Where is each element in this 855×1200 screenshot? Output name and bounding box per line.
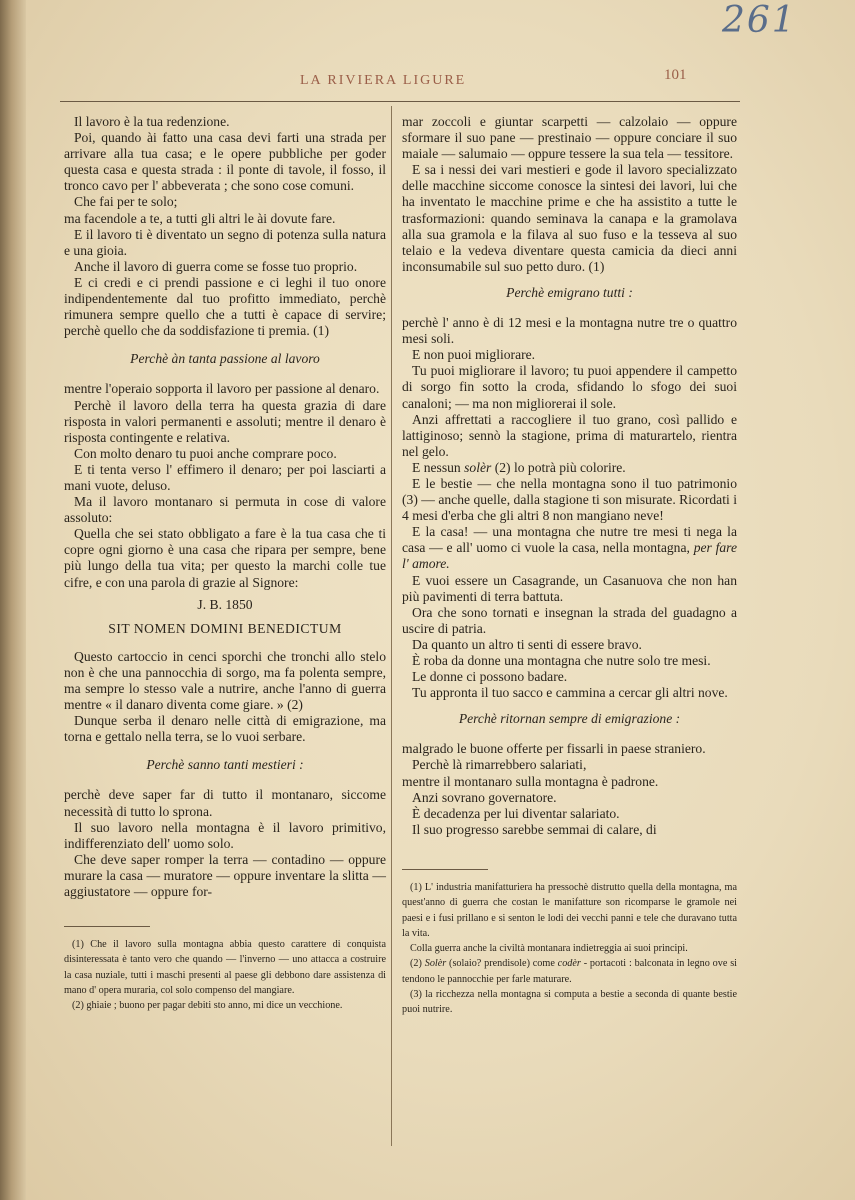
paragraph: E il lavoro ti è diventato un segno di potenza sulla natura e una gioia.: [64, 226, 386, 258]
inscription-motto: SIT NOMEN DOMINI BENEDICTUM: [108, 620, 342, 636]
section-heading: Perchè ritornan sempre di emigrazione :: [458, 711, 681, 727]
paragraph: E vuoi essere un Casagrande, un Casanuova che non han più pavimenti di terra battuta.: [402, 572, 737, 604]
paragraph: Le donne ci possono badare.: [412, 669, 568, 685]
footnote: (1) L' industria manifatturiera ha pressochè distrutto quella della montagna, ma quest'anno di guerra che costan le manifatture son ricomparse le gramole nei paesi e i fusi prillano e si senton le lodi dei vecchi panni e tele che duravano tutta la vita.: [402, 881, 737, 939]
paragraph: perchè deve saper far di tutto il montanaro, siccome necessità di tutto lo sprona.: [64, 787, 386, 819]
footnote: (2) ghiaie ; buono per pagar debiti sto anno, mi dice un vecchione.: [72, 1000, 343, 1012]
footnotes: [64, 937, 386, 1013]
paragraph: Ma il lavoro montanaro si permuta in cose di valore assoluto:: [64, 494, 386, 526]
section-heading: Perchè àn tanta passione al lavoro: [130, 351, 320, 367]
right-column: [402, 114, 737, 1018]
paragraph: E nessun solèr (2) lo potrà più colorire.: [412, 459, 626, 475]
paragraph: Con molto denaro tu puoi anche comprare poco.: [74, 445, 337, 461]
paragraph: È decadenza per lui diventar salariato.: [412, 805, 620, 821]
paragraph: mentre il montanaro sulla montagna è padrone.: [402, 773, 659, 789]
paragraph: E sa i nessi dei vari mestieri e gode il lavoro specializzato delle macchine siccome conosce la sintesi dei lavori, lui che ha inventato le macchine prime e che ha assistito a tutte le trasformazioni: quando seminava la canapa e la gramolava alla sua gramola e la filava al suo fuso e la tesseva al suo telaio e la vedeva diventare questa camicia da dieci anni inconsumabile sul suo petto duro. (1): [402, 162, 737, 274]
paragraph: Poi, quando ài fatto una casa devi farti una strada per arrivare alla tua casa; e le opere pubbliche per goder questa casa e questa strada : il ponte di tavole, il fosso, il tronco cavo per l' abbeverata ; che sono cose comuni.: [64, 130, 386, 194]
paragraph: mentre l'operaio sopporta il lavoro per passione al denaro.: [64, 381, 380, 397]
emphasis: Solèr: [424, 958, 447, 970]
paragraph: Che deve saper romper la terra — contadino — oppure murare la casa — muratore — oppure inventare la slitta — aggiustatore — oppure for-: [64, 851, 386, 900]
section-heading: Perchè emigrano tutti :: [506, 284, 633, 300]
paragraph: Questo cartoccio in cenci sporchi che tronchi allo stelo non è che una pannocchia di sorgo, ma fa polenta sempre, ma sempre lo stesso vale a nutrire, anche l'anno di guerra mentre « il danaro diventa come giare. » (2): [64, 648, 386, 713]
paragraph: E ci credi e ci prendi passione e ci leghi il tuo onore indipendentemente dal tuo profitto immediato, perchè rimunera sempre quello che a tutti è capace di servire; perchè quello che da soddisfazione ti premia. (1): [64, 274, 386, 339]
paragraph: Perchè là rimarrebbero salariati,: [412, 757, 587, 773]
column-divider: [391, 106, 392, 1146]
emphasis: per fare l' amore.: [402, 540, 737, 572]
paragraph: E le bestie — che nella montagna sono il tuo patrimonio (3) — anche quelle, dalla stagione ti son misurate. Ricordati i 4 mesi d'erba che gli altri 8 non mangiano neve!: [402, 475, 737, 524]
section-heading: Perchè sanno tanti mestieri :: [146, 757, 304, 773]
paragraph: Quella che sei stato obbligato a fare è la tua casa che ti copre ogni giorno è una casa che ripara per sempre, bene più lungo della tua vita; per questo la marchi colle tue cifre, e con una parola di grazie al Signore:: [64, 526, 386, 590]
paragraph: Il lavoro è la tua redenzione.: [74, 114, 230, 129]
emphasis: solèr: [464, 459, 492, 475]
paragraph: Dunque serba il denaro nelle città di emigrazione, ma torna e gettalo nella terra, se lo vuoi serbare.: [64, 713, 386, 745]
footnote: (1) Che il lavoro sulla montagna abbia questo carattere di conquista disinteressata è tanto vero che quando — l'inverno — uno attacca a costruire la casa nuziale, tutti i maschi presenti al paese gli debbono dare assistenza di mano d' opera muraria, col solo compenso del mangiare.: [64, 939, 386, 997]
left-column: [64, 114, 386, 1014]
paragraph: Da quanto un altro ti senti di essere bravo.: [412, 636, 642, 652]
footnote: Colla guerra anche la civiltà montanara indietreggia ai suoi principi.: [410, 943, 688, 955]
handwritten-page-note: 261: [722, 0, 797, 41]
emphasis: codèr: [557, 958, 581, 970]
footnote: (2) Solèr (solaio? prendisole) come codèr - portacoti : balconata in legno ove si tendono le pannocchie per farle maturare.: [402, 958, 737, 985]
paragraph: Tu approntа il tuo sacco e cammina a cercar gli altri nove.: [412, 685, 728, 701]
paragraph: Il suo lavoro nella montagna è il lavoro primitivo, indifferenziato dell' uomo solo.: [64, 819, 386, 851]
running-title: LA RIVIERA LIGURE: [300, 73, 467, 88]
footnote-rule: [64, 926, 150, 927]
paragraph: Tu puoi migliorare il lavoro; tu puoi appendere il campetto di sorgo fin sotto la croda, sfidando lo sfogo dei suoi canaloni; — ma non migliorerai il sole.: [402, 363, 737, 411]
paragraph: malgrado le buone offerte per fissarli in paese straniero.: [402, 741, 706, 757]
book-binding-edge: [0, 0, 26, 1200]
paragraph: ma facendole a te, a tutti gli altri le ài dovute fare.: [64, 210, 336, 226]
footnote: (3) la ricchezza nella montagna si computa a bestie a seconda di quante bestie puoi nutrire.: [402, 989, 737, 1016]
paragraph: Ora che sono tornati e insegnan la strada del guadagno a uscire di patria.: [402, 604, 737, 636]
paragraph: E ti tenta verso l' effimero il denaro; per poi lasciarti a mani vuote, deluso.: [64, 461, 386, 493]
footnote-rule: [402, 869, 488, 870]
paragraph: Anzi sovrano governatore.: [412, 789, 557, 805]
footnotes: [402, 880, 737, 1018]
paragraph: Anche il lavoro di guerra come se fosse tuo proprio.: [74, 258, 358, 274]
paragraph: E non puoi migliorare.: [412, 347, 536, 363]
paragraph: mar zoccoli e giuntar scarpetti — calzolaio — oppure sformare il suo pane — prestinaio — oppure conciare il suo maiale — salumaio — oppure tessere la sua tela — tessitore.: [402, 114, 737, 162]
page-number: 101: [664, 67, 687, 83]
inscription-date: J. B. 1850: [197, 596, 253, 612]
paragraph: Che fai per te solo;: [74, 194, 178, 210]
paragraph: perchè l' anno è di 12 mesi e la montagna nutre tre o quattro mesi soli.: [402, 315, 737, 347]
paragraph: Anzi affrettati a raccogliere il tuo grano, così pallido e lattiginoso; sennò la stagione, prima di maturartelo, rientra nel gelo.: [402, 411, 737, 459]
header-rule: [60, 101, 740, 102]
paragraph: Il suo progresso sarebbe semmai di calare, di: [412, 821, 657, 837]
paragraph: E la casa! — una montagna che nutre tre mesi ti nega la casa — e all' uomo ci vuole la casa, nella montagna, per fare l' amore.: [402, 524, 737, 572]
paragraph: Perchè il lavoro della terra ha questa grazia di dare risposta in valori permanenti e assoluti; mentre il denaro è risposta contingente e relativa.: [64, 397, 386, 445]
paragraph: È roba da donne una montagna che nutre solo tre mesi.: [412, 653, 711, 668]
